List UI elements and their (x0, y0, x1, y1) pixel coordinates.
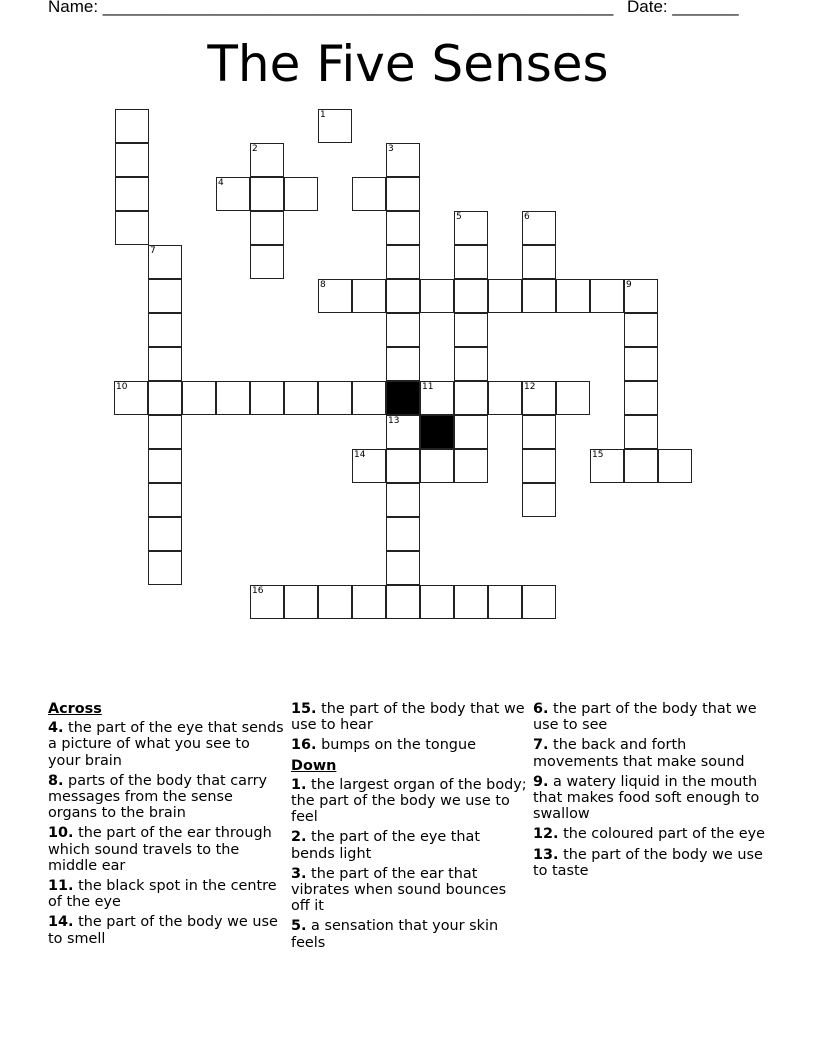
black-cell (386, 381, 420, 415)
grid-cell[interactable] (115, 177, 149, 211)
clue-across-15: 15. the part of the body that we use to hear (291, 701, 525, 734)
grid-cell[interactable] (658, 449, 692, 483)
cell-number: 5 (456, 212, 462, 222)
grid-cell[interactable] (148, 381, 182, 415)
grid-cell[interactable] (114, 381, 148, 415)
cell-number: 14 (354, 450, 366, 460)
grid-cell[interactable] (386, 245, 420, 279)
across-heading: Across (48, 701, 102, 717)
grid-cell[interactable] (115, 211, 149, 245)
grid-cell[interactable] (590, 449, 624, 483)
grid-cell[interactable] (250, 245, 284, 279)
grid-cell[interactable] (148, 449, 182, 483)
grid-cell[interactable] (386, 347, 420, 381)
grid-cell[interactable] (386, 585, 420, 619)
clue-down-5: 5. a sensation that your skin feels (291, 918, 499, 951)
grid-cell[interactable] (318, 109, 352, 143)
grid-cell[interactable] (522, 211, 556, 245)
grid-cell[interactable] (420, 381, 454, 415)
clue-across-14: 14. the part of the body we use to smell (48, 914, 278, 947)
grid-cell[interactable] (386, 143, 420, 177)
grid-cell[interactable] (148, 313, 182, 347)
grid-cell[interactable] (386, 517, 420, 551)
grid-cell[interactable] (386, 483, 420, 517)
grid-cell[interactable] (148, 279, 182, 313)
grid-cell[interactable] (590, 279, 624, 313)
grid-cell[interactable] (624, 449, 658, 483)
cell-number: 16 (252, 586, 264, 596)
clue-across-11: 11. the black spot in the centre of the eye (48, 878, 277, 911)
grid-cell[interactable] (454, 415, 488, 449)
grid-cell[interactable] (420, 279, 454, 313)
clue-across-8: 8. parts of the body that carry messages from the sense organs to the brain (48, 772, 268, 822)
grid-cell[interactable] (386, 449, 420, 483)
grid-cell[interactable] (624, 279, 658, 313)
clue-down-13: 13. the part of the body we use to taste (533, 846, 763, 879)
grid-cell[interactable] (522, 381, 556, 415)
grid-cell[interactable] (216, 177, 250, 211)
grid-cell[interactable] (454, 585, 488, 619)
grid-cell[interactable] (454, 449, 488, 483)
clue-down-12: 12. the coloured part of the eye (533, 826, 766, 843)
grid-cell[interactable] (624, 415, 658, 449)
grid-cell[interactable] (148, 347, 182, 381)
grid-cell[interactable] (148, 415, 182, 449)
grid-cell[interactable] (148, 483, 182, 517)
grid-cell[interactable] (352, 381, 386, 415)
cell-number: 4 (218, 178, 224, 188)
grid-cell[interactable] (284, 381, 318, 415)
clue-across-4: 4. the part of the eye that sends a picture of what you see to your brain (48, 720, 284, 769)
grid-cell[interactable] (352, 279, 386, 313)
cell-number: 13 (388, 416, 400, 426)
grid-cell[interactable] (488, 381, 522, 415)
clue-across-16: 16. bumps on the tongue (291, 737, 476, 754)
cell-number: 7 (150, 246, 156, 256)
grid-cell[interactable] (386, 279, 420, 313)
grid-cell[interactable] (250, 143, 284, 177)
grid-cell[interactable] (420, 585, 454, 619)
grid-cell[interactable] (522, 449, 556, 483)
grid-cell[interactable] (318, 279, 352, 313)
clue-down-2: 2. the part of the eye that bends light (291, 829, 480, 862)
grid-cell[interactable] (454, 211, 488, 245)
grid-cell[interactable] (420, 449, 454, 483)
clue-down-7: 7. the back and forth movements that make sound (533, 737, 745, 770)
grid-cell[interactable] (522, 483, 556, 517)
name-field-label: Name: ______________________________________________________ (48, 0, 614, 16)
grid-cell[interactable] (352, 585, 386, 619)
grid-cell[interactable] (250, 177, 284, 211)
cell-number: 2 (252, 144, 258, 154)
grid-cell[interactable] (148, 551, 182, 585)
cell-number: 3 (388, 144, 394, 154)
clues-column-1 (48, 701, 284, 951)
grid-cell[interactable] (454, 347, 488, 381)
grid-cell[interactable] (454, 313, 488, 347)
cell-number: 11 (422, 382, 434, 392)
black-cell (420, 415, 454, 449)
clues-column-2 (291, 701, 527, 955)
grid-cell[interactable] (522, 585, 556, 619)
grid-cell[interactable] (386, 313, 420, 347)
grid-cell[interactable] (386, 177, 420, 211)
grid-cell[interactable] (318, 585, 352, 619)
grid-cell[interactable] (284, 177, 318, 211)
grid-cell[interactable] (386, 415, 420, 449)
clue-across-10: 10. the part of the ear through which sound travels to the middle ear (48, 825, 272, 874)
date-field-label: Date: _______ (627, 0, 739, 16)
cell-number: 12 (524, 382, 536, 392)
grid-cell[interactable] (522, 415, 556, 449)
grid-cell[interactable] (250, 381, 284, 415)
grid-cell[interactable] (454, 279, 488, 313)
grid-cell[interactable] (148, 517, 182, 551)
cell-number: 6 (524, 212, 530, 222)
grid-cell[interactable] (624, 347, 658, 381)
grid-cell[interactable] (284, 585, 318, 619)
grid-cell[interactable] (556, 279, 590, 313)
grid-cell[interactable] (250, 585, 284, 619)
cell-number: 9 (626, 280, 632, 290)
cell-number: 10 (116, 382, 128, 392)
grid-cell[interactable] (488, 585, 522, 619)
grid-cell[interactable] (454, 245, 488, 279)
page-title: The Five Senses (207, 35, 609, 93)
grid-cell[interactable] (216, 381, 250, 415)
down-heading: Down (291, 757, 337, 774)
grid-cell[interactable] (454, 381, 488, 415)
grid-cell[interactable] (522, 245, 556, 279)
grid-cell[interactable] (488, 279, 522, 313)
grid-cell[interactable] (148, 245, 182, 279)
grid-cell[interactable] (624, 381, 658, 415)
grid-cell[interactable] (522, 279, 556, 313)
cell-number: 15 (592, 450, 604, 460)
grid-cell[interactable] (386, 551, 420, 585)
grid-cell[interactable] (386, 211, 420, 245)
cell-number: 8 (320, 280, 326, 290)
clue-down-9: 9. a watery liquid in the mouth that makes food soft enough to swallow (533, 773, 760, 823)
grid-cell[interactable] (352, 449, 386, 483)
grid-cell[interactable] (250, 211, 284, 245)
clue-down-6: 6. the part of the body that we use to see (533, 701, 757, 734)
grid-cell[interactable] (115, 109, 149, 143)
grid-cell[interactable] (352, 177, 386, 211)
cell-number: 1 (320, 110, 326, 120)
clues-column-3 (533, 701, 769, 883)
grid-cell[interactable] (624, 313, 658, 347)
clue-down-1: 1. the largest organ of the body; the part of the body we use to feel (291, 776, 527, 826)
grid-cell[interactable] (318, 381, 352, 415)
grid-cell[interactable] (115, 143, 149, 177)
grid-cell[interactable] (182, 381, 216, 415)
clue-down-3: 3. the part of the ear that vibrates when sound bounces off it (291, 865, 507, 915)
grid-cell[interactable] (556, 381, 590, 415)
